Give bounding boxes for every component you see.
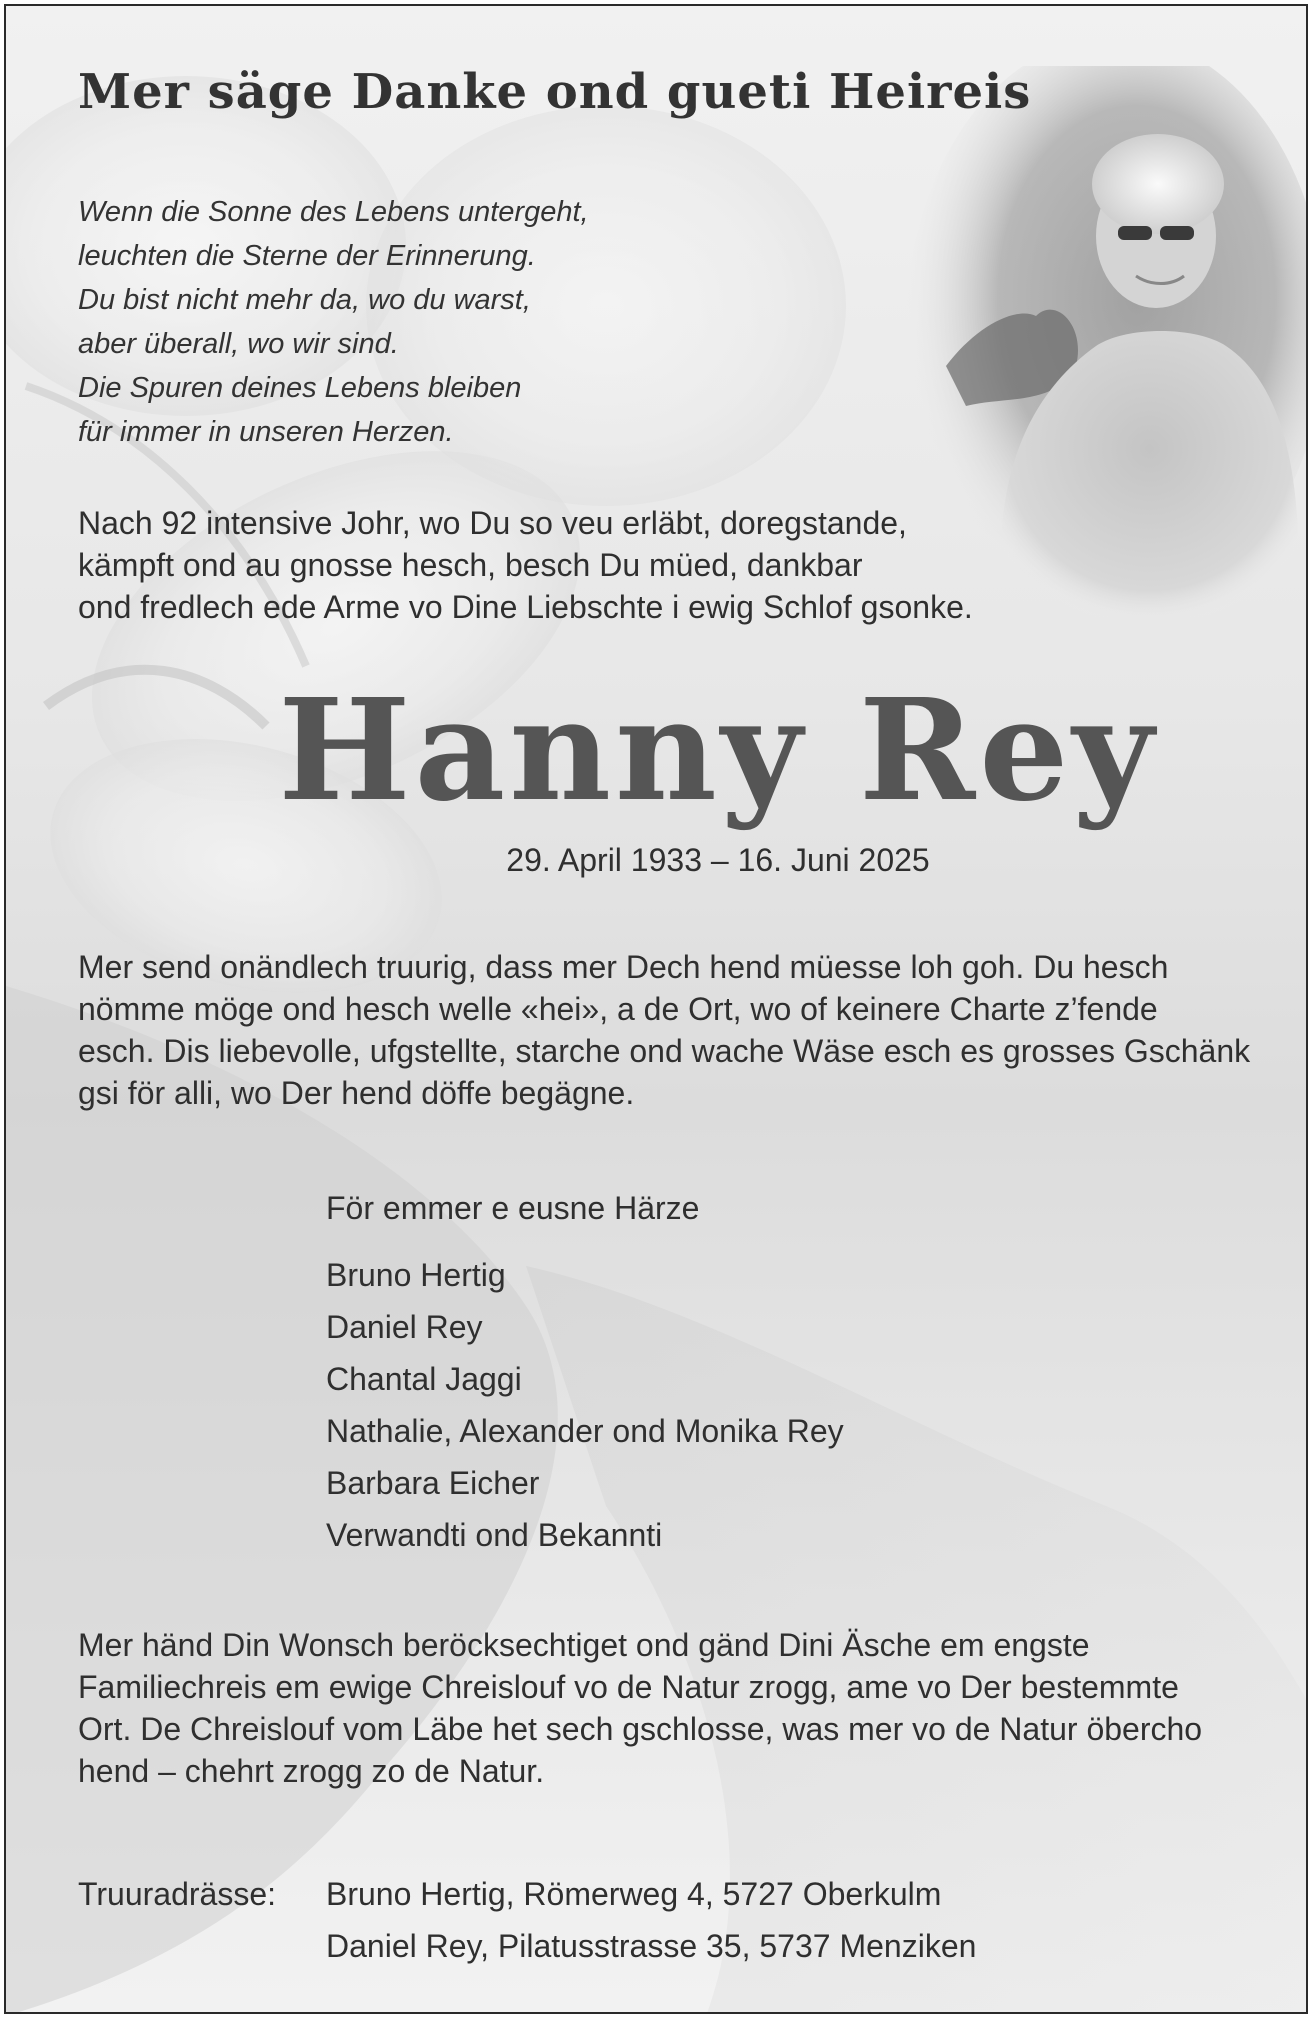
obituary-card (4, 4, 1308, 2014)
intro-line: kämpft ond au gnosse hesch, besch Du müed, dankbar (78, 547, 863, 583)
closing-line: hend – chehrt zrogg zo de Natur. (78, 1753, 545, 1789)
address-label: Truuradrässe: (78, 1876, 276, 1912)
closing-line: Mer händ Din Wonsch beröcksechtiget ond gänd Dini Äsche em engste (78, 1627, 1090, 1663)
closing-line: Familiechreis em ewige Chreislouf vo de Natur zrogg, ame vo Der bestemmte (78, 1669, 1179, 1705)
mourner-name: Daniel Rey (326, 1309, 483, 1345)
mourner-name: Chantal Jaggi (326, 1361, 522, 1397)
intro-paragraph (78, 502, 973, 628)
farewell-line: gsi för alli, wo Der hend döffe begägne. (78, 1075, 635, 1111)
life-dates: 29. April 1933 – 16. Juni 2025 (506, 842, 930, 878)
obituary-content (6, 6, 1308, 2014)
intro-line: ond fredlech ede Arme vo Dine Liebschte i ewig Schlof gsonke. (78, 589, 973, 625)
poem-line: für immer in unseren Herzen. (78, 416, 454, 448)
address-line: Bruno Hertig, Römerweg 4, 5727 Oberkulm (326, 1876, 942, 1912)
mourner-name: Barbara Eicher (326, 1465, 540, 1501)
farewell-line: nömme möge ond hesch welle «hei», a de Ort, wo of keinere Charte z’fende (78, 991, 1158, 1027)
poem-line: Du bist nicht mehr da, wo du warst, (78, 284, 531, 316)
farewell-line: Mer send onändlech truurig, dass mer Dech hend müesse loh goh. Du hesch (78, 949, 1169, 985)
poem-line: Die Spuren deines Lebens bleiben (78, 372, 522, 404)
closing-line: Ort. De Chreislouf vom Läbe het sech gschlosse, was mer vo de Natur öbercho (78, 1711, 1203, 1747)
mourner-name: Nathalie, Alexander ond Monika Rey (326, 1413, 844, 1449)
address-lines (326, 1868, 976, 1972)
address-line: Daniel Rey, Pilatusstrasse 35, 5737 Menziken (326, 1928, 977, 1964)
poem (78, 190, 589, 454)
intro-line: Nach 92 intensive Johr, wo Du so veu erläbt, doregstande, (78, 505, 907, 541)
closing-paragraph (78, 1624, 1202, 1792)
mourner-name: Bruno Hertig (326, 1257, 506, 1293)
deceased-name: Hanny Rey (278, 669, 1158, 833)
poem-line: aber überall, wo wir sind. (78, 328, 399, 360)
poem-line: Wenn die Sonne des Lebens untergeht, (78, 196, 589, 228)
poem-line: leuchten die Sterne der Erinnerung. (78, 240, 536, 272)
mourner-name: Verwandti ond Bekannti (326, 1517, 663, 1553)
farewell-paragraph (78, 946, 1250, 1114)
thanks-heading: Mer säge Danke ond gueti Heireis (78, 64, 1032, 120)
farewell-line: esch. Dis liebevolle, ufgstellte, starche ond wache Wäse esch es grosses Gschänk (78, 1033, 1251, 1069)
mourners-intro: För emmer e eusne Härze (326, 1190, 700, 1226)
mourners-list (326, 1190, 844, 1561)
